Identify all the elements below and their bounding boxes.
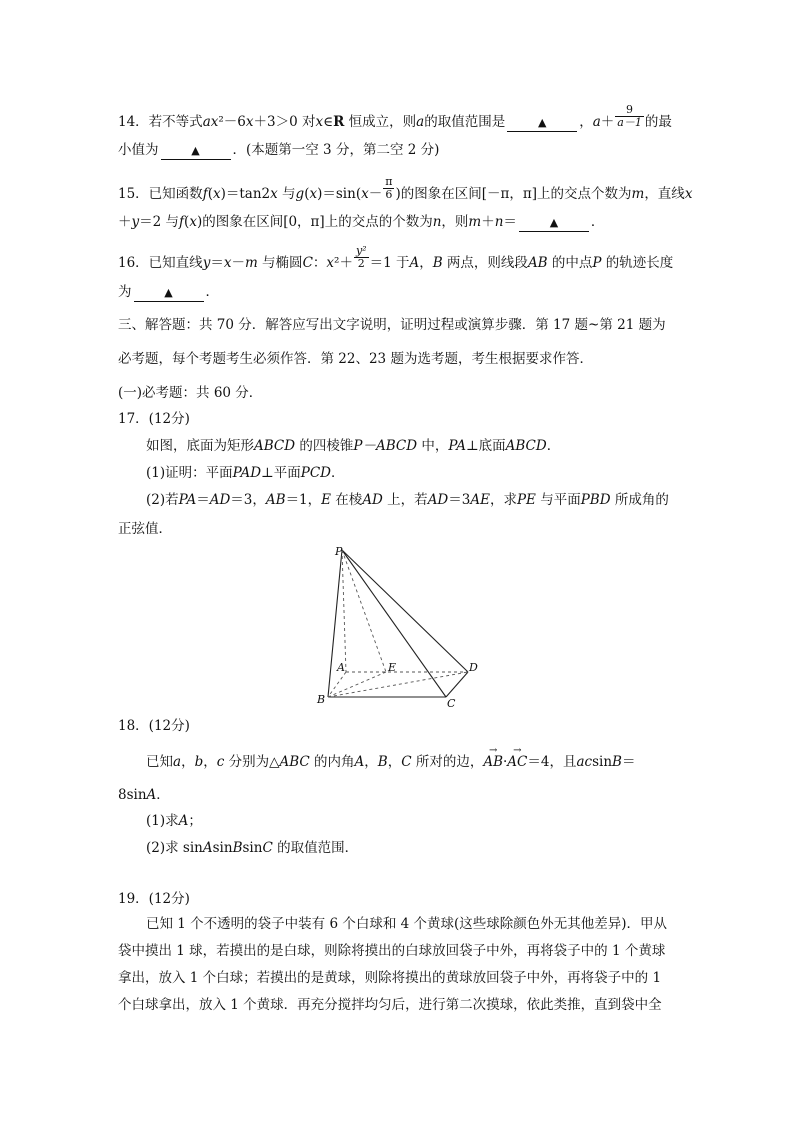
q17-part2	[146, 490, 669, 510]
q14-var: x	[245, 114, 254, 130]
fraction-denominator: 2	[357, 257, 365, 270]
q16-var: y	[202, 255, 211, 271]
q14-var: a	[592, 114, 601, 130]
q15-text: (	[207, 186, 213, 202]
fraction-numerator: y²	[355, 244, 367, 257]
segment-BE	[328, 672, 386, 697]
q17-text: ⊥底面	[465, 438, 506, 454]
vertex-label-D: D	[469, 661, 478, 674]
q15-text: ＋	[481, 214, 495, 230]
q14-var: x	[315, 114, 324, 130]
q17-var: PE	[516, 492, 536, 508]
q14-text: ．(本题第一空 3 分，第二空 2 分)	[232, 142, 440, 158]
q15-line2	[118, 212, 604, 232]
q18-var: ABC	[279, 754, 310, 770]
fraction-denominator: 6	[385, 188, 393, 201]
q18-var: B	[612, 754, 622, 770]
q15-text: (	[304, 186, 310, 202]
q14-text: －6	[223, 114, 246, 130]
answer-blank: ▲	[507, 115, 577, 132]
edge-PB	[328, 550, 342, 697]
q18-text: ＝	[621, 754, 636, 770]
diagonal-BD	[328, 672, 468, 697]
q14-text: ，	[579, 114, 593, 130]
q17-var: PCD	[300, 465, 331, 481]
q16-text: 为	[118, 284, 132, 300]
q18-text: ＝4，且	[527, 754, 577, 770]
q17-text: ＝3	[448, 492, 471, 508]
fraction-denominator: a－1	[617, 116, 642, 129]
q18-part2	[146, 838, 358, 858]
q16-var: B	[432, 255, 443, 271]
vertex-label-B: B	[317, 693, 326, 706]
q17-var: ABCD	[254, 438, 296, 454]
q17-text: 与平面	[535, 492, 581, 508]
q17-part1	[146, 463, 345, 483]
q16-var: C	[302, 255, 313, 271]
vector-AC: → AC	[507, 752, 527, 772]
q15-var: g	[295, 186, 305, 202]
q18-stem-line2	[118, 785, 170, 805]
q15-fraction	[383, 176, 394, 201]
edge-PA	[342, 550, 346, 672]
q17-text: 的四棱锥	[295, 438, 354, 454]
vector-AB: → AB	[483, 752, 503, 772]
q18-text: ，	[364, 754, 378, 770]
q17-var: E	[321, 492, 332, 508]
answer-blank: ▲	[134, 285, 204, 302]
vertex-label-E: E	[388, 661, 397, 674]
q15-var: x	[684, 186, 693, 202]
q17-text: 如图，底面为矩形	[146, 438, 254, 454]
edge-CD	[446, 672, 468, 697]
q15-var: x	[212, 186, 221, 202]
q16-text: ＝	[210, 255, 224, 271]
q17-text: ．	[331, 465, 345, 481]
q14-real-set: R	[333, 114, 345, 130]
q19-header: 19．(12分)	[118, 891, 190, 907]
q16-text: 16．已知直线	[118, 255, 203, 271]
q18-text: 8sin	[118, 787, 147, 803]
q18-var: B	[377, 754, 388, 770]
q14-line1	[118, 104, 672, 132]
q17-var: PA	[448, 438, 466, 454]
edge-AB	[328, 672, 346, 697]
q14-text: 小值为	[118, 142, 159, 158]
q15-var: m	[468, 214, 482, 230]
q18-var: b	[194, 754, 204, 770]
q14-text: 14．若不等式	[118, 114, 203, 130]
q17-part2-line2: 正弦值．	[118, 521, 172, 537]
q17-text: (2)若	[146, 492, 179, 508]
q17-var: ABCD	[505, 438, 547, 454]
q17-text: 上，若	[382, 492, 428, 508]
q18-text: 所对的边，	[411, 754, 484, 770]
q17-text: 中，	[417, 438, 449, 454]
q15-var: y	[131, 214, 140, 230]
q18-var: A	[202, 840, 213, 856]
q14-var: ax	[202, 114, 219, 130]
q17-text: ＝1，	[285, 492, 322, 508]
q14-var: a	[416, 114, 425, 130]
q16-text: 与椭圆	[257, 255, 303, 271]
answer-blank: ▲	[161, 143, 231, 160]
q17-stem	[146, 436, 560, 456]
q17-text: ．	[546, 438, 561, 454]
q15-var: x	[309, 186, 318, 202]
q16-text: ，	[419, 255, 433, 271]
q14-text: 的最	[644, 114, 672, 130]
fraction-numerator: π	[385, 175, 393, 188]
edge-PD	[342, 550, 468, 672]
segment-PE	[342, 550, 386, 672]
q16-text: －	[231, 255, 245, 271]
q18-text: sin	[592, 754, 613, 770]
q19-line1: 已知 1 个不透明的袋子中装有 6 个白球和 4 个黄球(这些球除颜色外无其他差异)．甲从	[146, 916, 668, 932]
q16-line2	[118, 282, 219, 302]
q17-var: PA	[178, 492, 197, 508]
q16-var: AB	[527, 255, 548, 271]
q17-var: AD	[209, 492, 231, 508]
q17-var: P－ABCD	[353, 438, 418, 454]
q16-text: 的中点	[547, 255, 593, 271]
q17-text: ＝3，	[230, 492, 266, 508]
q18-header: 18．(12分)	[118, 718, 190, 734]
q14-text: ＋3＞0 对	[253, 114, 316, 130]
q15-text: )＝tan2	[220, 186, 271, 202]
q18-var: A	[354, 754, 365, 770]
fraction-numerator: 9	[615, 104, 644, 117]
q18-text: 的取值范围．	[272, 840, 359, 856]
q17-text: ＝	[196, 492, 210, 508]
q14-text: ∈	[323, 114, 334, 130]
q16-text: ：	[312, 255, 327, 271]
q14-text: ²	[218, 114, 224, 130]
q18-text: (2)求 sin	[146, 840, 203, 856]
q17-var: AD	[362, 492, 383, 508]
q14-text: 的取值范围是	[424, 114, 506, 130]
q18-var: C	[401, 754, 412, 770]
q15-var: f	[202, 186, 208, 202]
q15-var: n	[432, 214, 442, 230]
q15-text: )＝sin(	[317, 186, 362, 202]
q15-var: x	[361, 186, 369, 202]
q18-text: 分别为△	[224, 754, 280, 770]
q16-var: m	[244, 255, 258, 271]
q16-text: 两点，则线段	[442, 255, 528, 271]
q14-fraction	[615, 104, 644, 129]
q14-text: 恒成立，则	[344, 114, 417, 130]
q15-var: n	[494, 214, 504, 230]
q16-text: ＝1 于	[369, 255, 410, 271]
q15-var: f	[179, 214, 185, 230]
q15-text: ，直线	[644, 186, 685, 202]
q18-text: ，	[203, 754, 217, 770]
q18-var: C	[262, 840, 273, 856]
q14-text: ＋	[600, 114, 615, 130]
q18-text: ．	[156, 787, 170, 803]
q15-text: ＋	[118, 214, 132, 230]
q16-text: ²＋	[334, 255, 353, 271]
q18-var: ac	[576, 754, 593, 770]
q17-text: (1)证明：平面	[146, 465, 233, 481]
q19-line2: 袋中摸出 1 球，若摸出的是白球，则除将摸出的白球放回袋子中外，再将袋子中的 1 个黄球	[118, 943, 666, 959]
q17-header: 17．(12分)	[118, 411, 190, 427]
q18-text: sin	[212, 840, 233, 856]
q18-text: ；	[188, 813, 202, 829]
q17-var: PAD	[232, 465, 262, 481]
q18-text: ，	[387, 754, 402, 770]
answer-blank: ▲	[519, 215, 589, 232]
q18-var: A	[178, 813, 189, 829]
q17-text: 在棱	[331, 492, 363, 508]
q18-text: 的内角	[309, 754, 355, 770]
q18-var: c	[216, 754, 225, 770]
q17-text: ⊥平面	[261, 465, 301, 481]
q15-text: (	[184, 214, 190, 230]
q18-var: B	[232, 840, 243, 856]
q16-fraction	[354, 245, 369, 270]
q16-text: 的轨迹长度	[601, 255, 674, 271]
q16-var: x	[326, 255, 335, 271]
q15-line1	[118, 176, 692, 204]
q15-var: x	[270, 186, 278, 202]
q16-var: P	[592, 255, 602, 271]
q18-var: a	[173, 754, 182, 770]
q16-var: x	[223, 255, 232, 271]
q17-text: 所成角的	[610, 492, 669, 508]
vertex-label-A: A	[337, 661, 345, 674]
q17-text: ，求	[489, 492, 517, 508]
q15-text: ＝2 与	[139, 214, 180, 230]
q15-text: ．	[590, 214, 605, 230]
q19-line3: 拿出，放入 1 个白球；若摸出的是黄球，则除将摸出的黄球放回袋子中外，再将袋子中的 1	[118, 970, 662, 986]
q18-text: 已知	[146, 754, 173, 770]
q18-part1	[146, 811, 202, 831]
q14-line2	[118, 140, 439, 160]
q15-text: )的图象在区间[－π，π]上的交点个数为	[395, 186, 632, 202]
q15-var: x	[189, 214, 197, 230]
q17-var: PBD	[580, 492, 611, 508]
q17-var: AE	[470, 492, 490, 508]
q16-var: A	[409, 255, 420, 271]
q18-stem	[146, 752, 635, 772]
q19-line4: 个白球拿出，放入 1 个黄球．再充分搅拌均匀后，进行第二次摸球，依此类推，直到袋中全	[118, 997, 662, 1013]
q18-text: sin	[242, 840, 263, 856]
section3-line3: (一)必考题：共 60 分．	[118, 385, 263, 401]
vertex-label-P: P	[335, 545, 343, 558]
vertex-label-C: C	[447, 697, 456, 710]
q15-text: ，则	[441, 214, 469, 230]
q18-var: A	[146, 787, 157, 803]
section3-line1: 三、解答题：共 70 分．解答应写出文字说明，证明过程或演算步骤．第 17 题~第 21 题为	[118, 317, 666, 333]
q18-text: ·	[503, 754, 508, 770]
q16-text: ．	[205, 284, 219, 300]
edge-PC	[342, 550, 446, 697]
q15-text: －	[368, 186, 383, 202]
q16-line1	[118, 245, 673, 273]
q18-text: (1)求	[146, 813, 179, 829]
q15-text: 15．已知函数	[118, 186, 203, 202]
q15-text: )的图象在区间[0，π]上的交点的个数为	[196, 214, 433, 230]
q15-text: 与	[277, 186, 296, 202]
q15-var: m	[631, 186, 645, 202]
section3-line2: 必考题，每个考题考生必须作答．第 22、23 题为选考题，考生根据要求作答．	[118, 351, 593, 367]
q15-text: ＝	[503, 214, 517, 230]
q17-var: AD	[427, 492, 449, 508]
q18-text: ，	[181, 754, 195, 770]
q17-var: AB	[265, 492, 286, 508]
